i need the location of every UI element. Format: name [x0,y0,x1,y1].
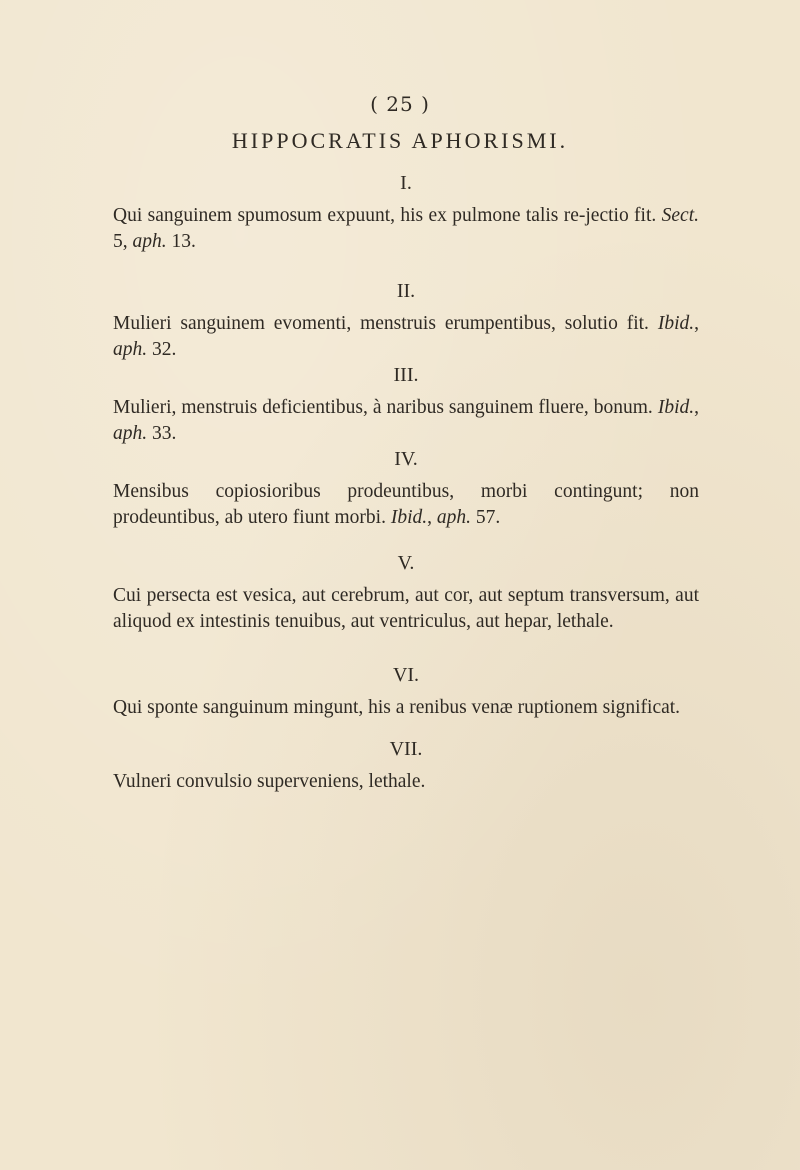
reference-number: 32. [147,339,177,360]
aphorism-text [113,583,699,635]
aphorism-body: Mensibus copiosioribus prodeuntibus, morbi contingunt; non prodeuntibus, ab utero fiunt morbi. [113,481,699,528]
aphorism-text [113,203,699,255]
aphorism-numeral: VI. [392,664,420,686]
aphorism-2 [113,280,699,363]
aphorism-numeral: III. [393,364,419,386]
aphorism-body: Qui sponte sanguinum mingunt, his a renibus venæ ruptionem significat. [113,697,681,718]
aphorism-text [113,479,699,531]
reference-separator: 5, [113,231,133,252]
reference-separator: , [427,507,437,528]
aphorism-4 [113,448,699,531]
reference-aph: aph. [113,339,148,360]
aphorism-body: Cui persecta est vesica, aut cerebrum, aut cor, aut septum transversum, aut aliquod ex intestinis tenuibus, aut ventriculus, aut hepar, lethale. [113,585,699,632]
reference-separator: , [694,313,700,334]
reference-section: Ibid. [390,507,428,528]
reference-aph: aph. [113,423,148,444]
reference-number: 57. [471,507,501,528]
aphorism-body: Mulieri sanguinem evomenti, menstruis erumpentibus, solutio fit. [113,313,649,334]
page-number: ( 25 ) [370,92,430,116]
aphorism-7 [113,738,699,795]
aphorism-6 [113,664,699,721]
reference-number: 33. [147,423,177,444]
aphorism-5 [113,552,699,635]
aphorism-body: Vulneri convulsio superveniens, lethale. [113,771,426,792]
aphorism-body: Qui sanguinem spumosum expuunt, his ex pulmone talis re-jectio fit. [113,205,657,226]
reference-aph: aph. [132,231,167,252]
aphorism-numeral: I. [400,172,412,194]
aphorism-text [113,769,699,795]
aphorism-text [113,695,699,721]
aphorism-1 [113,172,699,255]
reference-section: Sect. [661,205,699,226]
page-title: HIPPOCRATIS APHORISMI. [231,128,569,153]
aphorism-numeral: V. [397,552,415,574]
aphorism-numeral: VII. [389,738,423,760]
aphorism-text [113,311,699,363]
reference-section: Ibid. [657,397,695,418]
reference-aph: aph. [436,507,471,528]
aphorism-body: Mulieri, menstruis deficientibus, à naribus sanguinem fluere, bonum. [113,397,653,418]
reference-number: 13. [166,231,196,252]
aphorism-numeral: II. [396,280,416,302]
reference-section: Ibid. [657,313,695,334]
aphorism-text [113,395,699,447]
aphorism-3 [113,364,699,447]
aphorism-numeral: IV. [394,448,418,470]
reference-separator: , [694,397,699,418]
